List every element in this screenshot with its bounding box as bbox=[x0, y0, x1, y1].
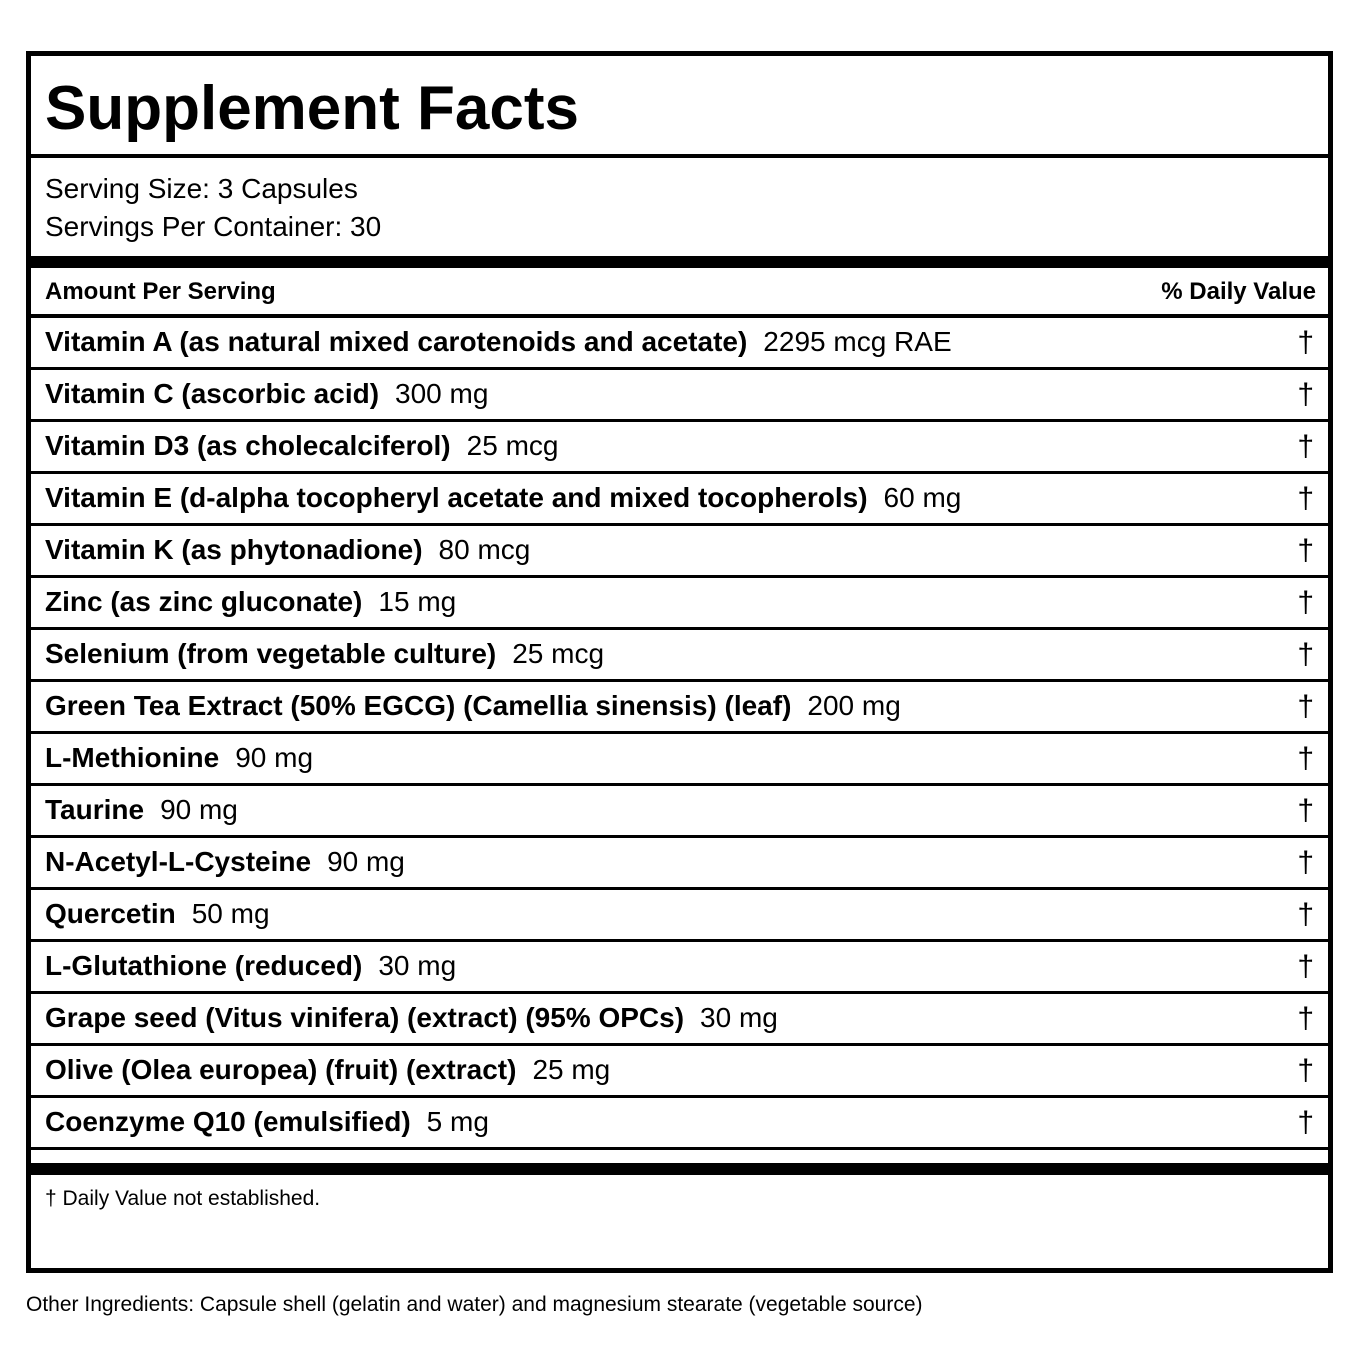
ingredient-name: Olive (Olea europea) (fruit) (extract) bbox=[45, 1054, 517, 1085]
ingredient-row bbox=[31, 786, 1328, 838]
ingredient-name: Vitamin K (as phytonadione) bbox=[45, 534, 423, 565]
ingredient-amount: 25 mcg bbox=[512, 638, 605, 669]
ingredient-amount: 30 mg bbox=[700, 1002, 778, 1033]
ingredient-amount: 50 mg bbox=[191, 898, 270, 929]
ingredient-name: L-Glutathione (reduced) bbox=[45, 950, 363, 981]
panel-title: Supplement Facts bbox=[45, 74, 579, 143]
ingredient-row bbox=[31, 994, 1328, 1046]
ingredient-amount: 5 mg bbox=[426, 1106, 489, 1137]
ingredient-text bbox=[45, 1106, 489, 1138]
servings-per-container: Servings Per Container: 30 bbox=[45, 211, 382, 242]
ingredient-row bbox=[31, 370, 1328, 422]
ingredient-amount: 90 mg bbox=[235, 742, 314, 773]
ingredient-amount: 90 mg bbox=[327, 846, 405, 877]
ingredient-amount: 15 mg bbox=[378, 586, 457, 617]
ingredient-row bbox=[31, 526, 1328, 578]
daily-value-dagger: † bbox=[1297, 430, 1314, 463]
ingredient-name: Taurine bbox=[45, 794, 145, 825]
ingredient-name: Quercetin bbox=[45, 898, 176, 929]
ingredient-name: Vitamin E (d-alpha tocopheryl acetate and mixed tocopherols) bbox=[45, 482, 868, 513]
daily-value-dagger: † bbox=[1297, 742, 1314, 775]
ingredient-text bbox=[45, 794, 238, 826]
ingredient-text bbox=[45, 1002, 778, 1034]
ingredient-row bbox=[31, 942, 1328, 994]
thick-divider-bottom bbox=[31, 1163, 1328, 1175]
daily-value-dagger: † bbox=[1297, 638, 1314, 671]
ingredient-list bbox=[31, 318, 1328, 1150]
ingredient-text bbox=[45, 586, 456, 618]
daily-value-dagger: † bbox=[1297, 898, 1314, 931]
ingredient-amount: 90 mg bbox=[160, 794, 238, 825]
ingredient-text bbox=[45, 742, 313, 774]
ingredient-text bbox=[45, 898, 270, 930]
ingredient-text bbox=[45, 950, 456, 982]
title-section bbox=[31, 56, 1328, 158]
ingredient-amount: 2295 mcg RAE bbox=[763, 326, 952, 357]
ingredient-name: Vitamin C (ascorbic acid) bbox=[45, 378, 380, 409]
ingredient-amount: 60 mg bbox=[883, 482, 962, 513]
daily-value-dagger: † bbox=[1297, 1002, 1314, 1035]
column-header-row bbox=[31, 268, 1328, 318]
ingredient-amount: 25 mcg bbox=[466, 430, 559, 461]
supplement-facts-panel bbox=[26, 51, 1333, 1273]
ingredient-amount: 300 mg bbox=[395, 378, 489, 409]
ingredient-name: L-Methionine bbox=[45, 742, 220, 773]
daily-value-label: % Daily Value bbox=[1161, 278, 1316, 305]
daily-value-dagger: † bbox=[1297, 482, 1314, 515]
footnote: † Daily Value not established. bbox=[45, 1187, 321, 1210]
ingredient-row bbox=[31, 734, 1328, 786]
ingredient-text bbox=[45, 846, 405, 878]
ingredient-name: Selenium (from vegetable culture) bbox=[45, 638, 497, 669]
ingredient-text bbox=[45, 326, 952, 358]
ingredient-text bbox=[45, 534, 530, 566]
serving-section bbox=[31, 158, 1328, 256]
daily-value-dagger: † bbox=[1297, 950, 1314, 983]
ingredient-text bbox=[45, 638, 604, 670]
daily-value-dagger: † bbox=[1297, 794, 1314, 827]
ingredient-text bbox=[45, 378, 488, 410]
ingredient-name: Coenzyme Q10 (emulsified) bbox=[45, 1106, 411, 1137]
ingredient-amount: 30 mg bbox=[378, 950, 457, 981]
ingredient-text bbox=[45, 1054, 610, 1086]
ingredient-row bbox=[31, 422, 1328, 474]
ingredient-row bbox=[31, 578, 1328, 630]
ingredient-text bbox=[45, 430, 558, 462]
ingredient-name: Zinc (as zinc gluconate) bbox=[45, 586, 363, 617]
ingredient-row bbox=[31, 1098, 1328, 1150]
ingredient-amount: 25 mg bbox=[532, 1054, 611, 1085]
ingredient-text bbox=[45, 482, 961, 514]
ingredient-name: Green Tea Extract (50% EGCG) (Camellia sinensis) (leaf) bbox=[45, 690, 792, 721]
daily-value-dagger: † bbox=[1297, 378, 1314, 411]
ingredient-amount: 80 mcg bbox=[438, 534, 531, 565]
ingredient-row bbox=[31, 474, 1328, 526]
other-ingredients: Other Ingredients: Capsule shell (gelatin and water) and magnesium stearate (vegetable source) bbox=[26, 1293, 923, 1316]
amount-per-serving-label: Amount Per Serving bbox=[45, 278, 276, 305]
daily-value-dagger: † bbox=[1297, 1054, 1314, 1087]
daily-value-dagger: † bbox=[1297, 1106, 1314, 1139]
ingredient-name: Grape seed (Vitus vinifera) (extract) (95% OPCs) bbox=[45, 1002, 685, 1033]
daily-value-dagger: † bbox=[1297, 586, 1314, 619]
ingredient-row bbox=[31, 318, 1328, 370]
ingredient-name: Vitamin D3 (as cholecalciferol) bbox=[45, 430, 451, 461]
serving-size: Serving Size: 3 Capsules bbox=[45, 173, 358, 204]
daily-value-dagger: † bbox=[1297, 534, 1314, 567]
daily-value-dagger: † bbox=[1297, 846, 1314, 879]
ingredient-name: N-Acetyl-L-Cysteine bbox=[45, 846, 312, 877]
ingredient-name: Vitamin A (as natural mixed carotenoids and acetate) bbox=[45, 326, 748, 357]
ingredient-text bbox=[45, 690, 901, 722]
ingredient-row bbox=[31, 1046, 1328, 1098]
ingredient-row bbox=[31, 838, 1328, 890]
daily-value-dagger: † bbox=[1297, 326, 1314, 359]
thick-divider-top bbox=[31, 256, 1328, 268]
ingredient-amount: 200 mg bbox=[807, 690, 901, 721]
ingredient-row bbox=[31, 682, 1328, 734]
ingredient-row bbox=[31, 630, 1328, 682]
daily-value-dagger: † bbox=[1297, 690, 1314, 723]
ingredient-row bbox=[31, 890, 1328, 942]
